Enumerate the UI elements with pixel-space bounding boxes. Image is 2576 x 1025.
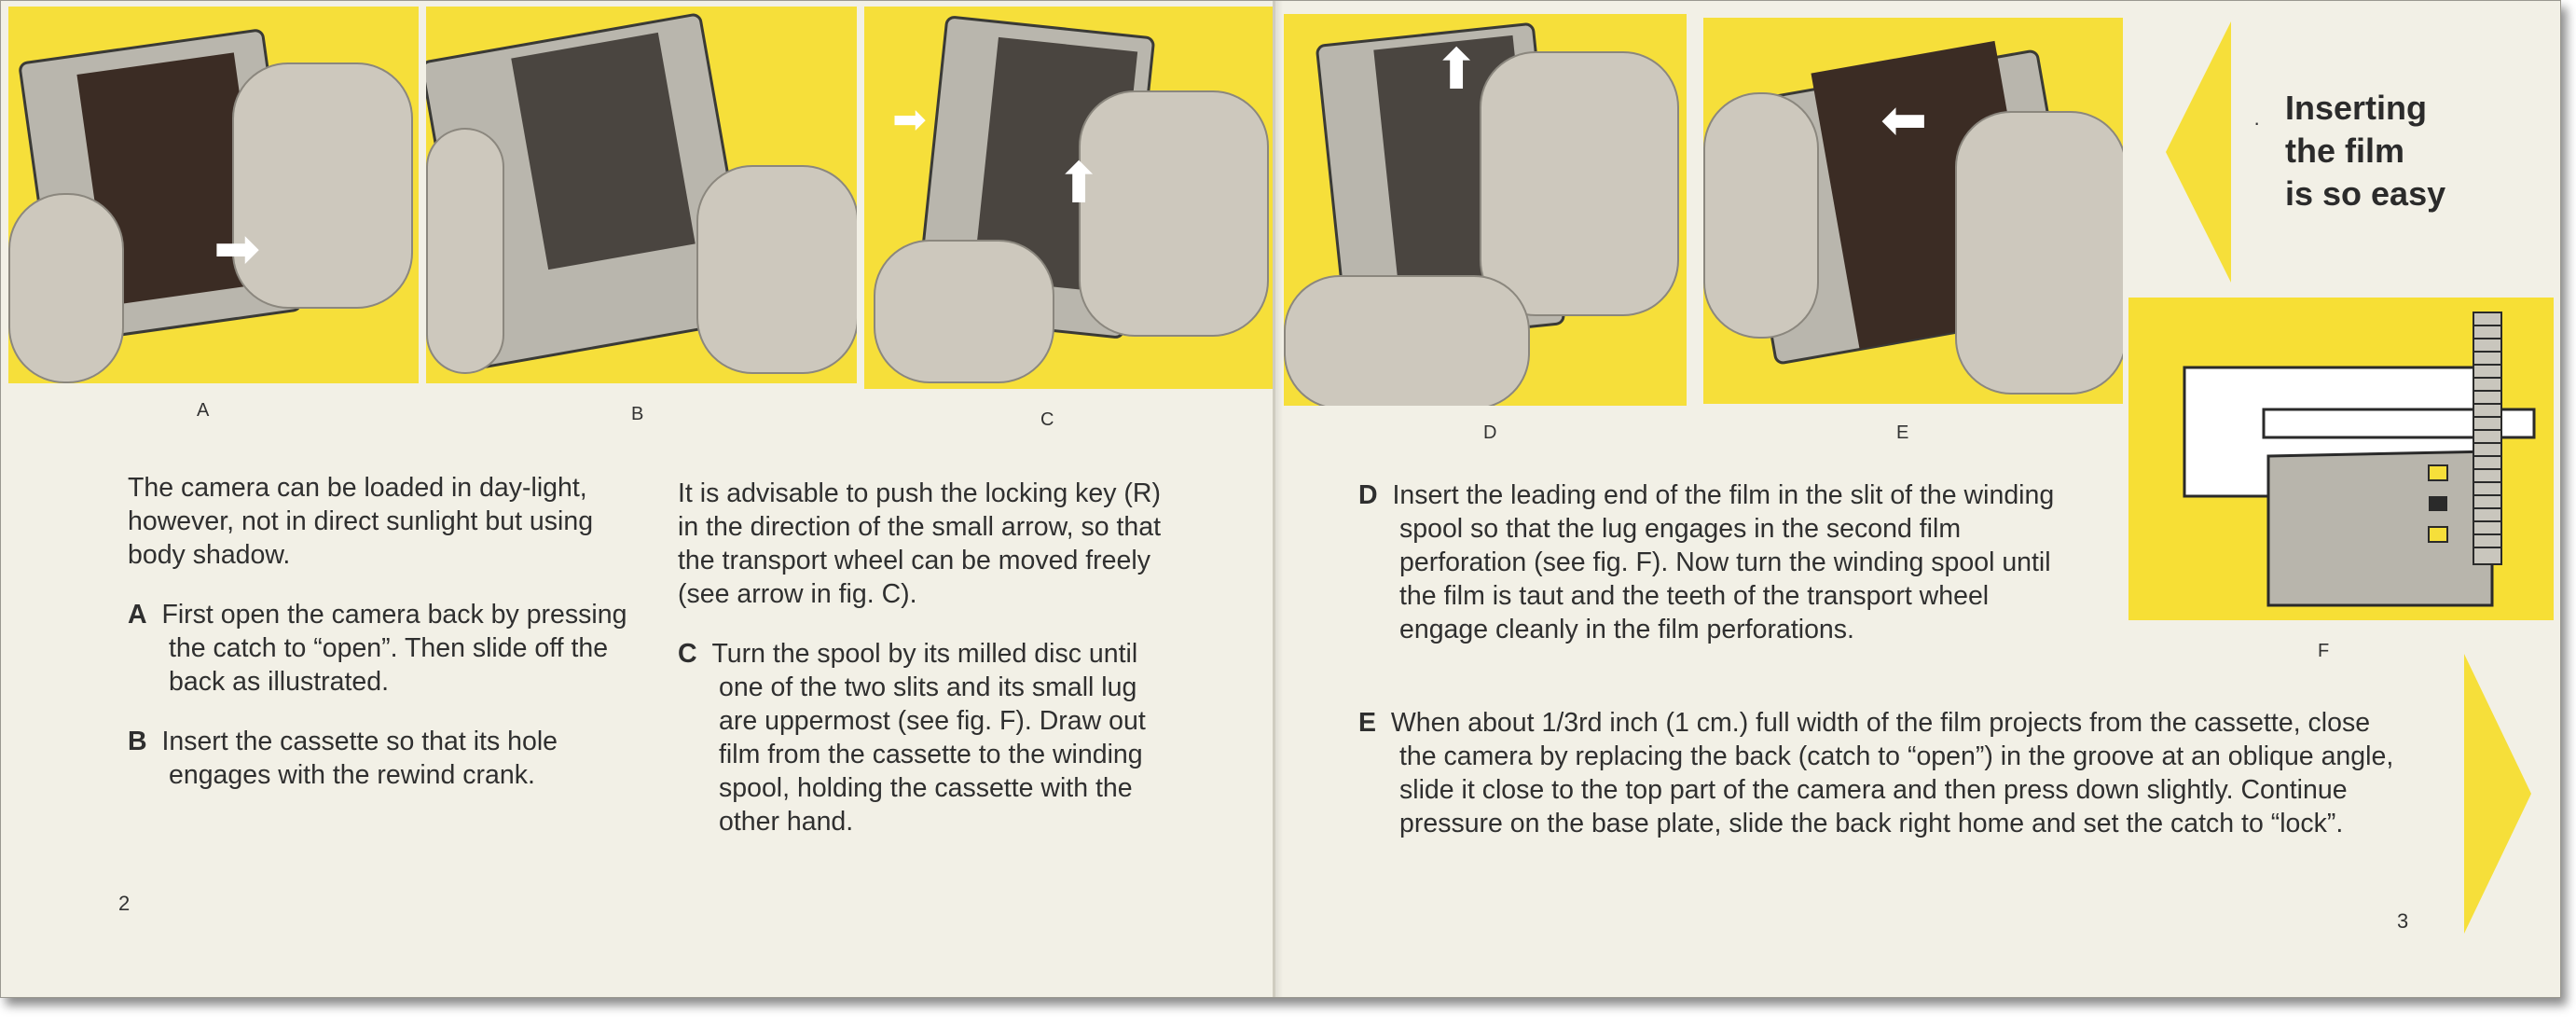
step-b-paragraph — [128, 725, 631, 792]
step-b-text: Insert the cassette so that its hole engages with the rewind crank. — [161, 727, 558, 790]
photo-d — [1284, 14, 1687, 406]
step-b-key: B — [128, 727, 147, 756]
heading-line-3: is so easy — [2285, 174, 2446, 213]
step-c-text: Turn the spool by its milled disc until one of the two slits and its small lug are uppermost (see fig. F). Draw out film from the cassette to the winding spool, holding the cassette with the other hand. — [711, 639, 1146, 837]
figure-label-a: A — [197, 400, 210, 421]
figure-label-b: B — [631, 404, 644, 424]
yellow-arrow-left — [2166, 21, 2231, 283]
hand-illustration — [426, 128, 504, 374]
hand-illustration — [8, 193, 124, 383]
figure-label-e: E — [1896, 422, 1909, 443]
book-spine-shadow — [1275, 1, 1283, 997]
step-c-paragraph — [678, 637, 1181, 838]
step-e-key: E — [1358, 708, 1377, 738]
arrow-up-icon: ⬆ — [1055, 152, 1103, 215]
left-column-1 — [128, 471, 631, 792]
film-spool-diagram — [2128, 298, 2554, 620]
step-e-block — [1358, 706, 2414, 840]
yellow-arrow-right — [2464, 654, 2531, 934]
photo-e — [1703, 18, 2123, 404]
figure-label-c: C — [1040, 409, 1054, 430]
perforation — [2429, 496, 2447, 511]
perforation — [2429, 527, 2447, 542]
left-column-2 — [678, 477, 1181, 838]
heading-line-2: the film — [2285, 132, 2405, 170]
hand-illustration — [874, 240, 1054, 383]
arrow-up-icon: ⬆ — [1433, 38, 1481, 101]
perforation — [2429, 465, 2447, 480]
page-number-right: 3 — [2397, 909, 2409, 933]
step-e-text: When about 1/3rd inch (1 cm.) full width of the film projects from the cassette, close the camera by replacing the back (catch to “open”) in the groove at an oblique angle, slide it close to the top part of the camera and then press down slightly. Continue pressure on the base plate, slide the back right home and set the catch to “lock”. — [1390, 708, 2394, 838]
photo-b — [426, 7, 857, 383]
hand-illustration — [696, 165, 857, 374]
step-a-text: First open the camera back by pressing the catch to “open”. Then slide off the back as illustrated. — [161, 600, 627, 697]
photo-a — [8, 7, 419, 383]
arrow-right-icon: ➡ — [892, 97, 927, 143]
step-d-key: D — [1358, 480, 1378, 510]
step-d-text: Insert the leading end of the film in the slit of the winding spool so that the lug engages in the second film perforation (see fig. F). Now turn the winding spool until the film is taut and the teeth of the transport wheel engage cleanly in the film perforations. — [1392, 480, 2055, 644]
winding-spool — [2473, 312, 2501, 564]
step-d-paragraph — [1358, 478, 2059, 646]
step-a-paragraph — [128, 598, 631, 699]
hand-illustration — [1955, 111, 2123, 395]
hand-illustration — [1703, 92, 1819, 339]
figure-f-diagram — [2128, 298, 2554, 620]
hand-illustration — [1284, 275, 1530, 406]
heading-line-1: Inserting — [2285, 89, 2428, 127]
intro-paragraph: The camera can be loaded in day-light, however, not in direct sunlight but using body shadow. — [128, 473, 594, 570]
figure-label-f: F — [2318, 641, 2330, 661]
arrow-left-icon: ⬅ — [1880, 89, 1928, 151]
step-a-key: A — [128, 600, 147, 630]
film-cassette — [2268, 451, 2492, 605]
arrow-right-icon: ➡ — [214, 217, 261, 280]
figure-label-d: D — [1483, 422, 1497, 443]
heading-bullet: · — [2253, 111, 2261, 134]
advisable-paragraph: It is advisable to push the locking key (R) in the direction of the small arrow, so that the transport wheel can be moved freely (see arrow in fig. C). — [678, 478, 1162, 609]
hand-illustration — [1079, 90, 1269, 337]
step-d-block — [1358, 478, 2059, 646]
hand-illustration — [1480, 51, 1679, 316]
step-e-paragraph — [1358, 706, 2414, 840]
section-heading — [2285, 87, 2445, 215]
page-number-left: 2 — [118, 892, 131, 915]
step-c-key: C — [678, 639, 697, 669]
photo-c — [864, 7, 1273, 389]
